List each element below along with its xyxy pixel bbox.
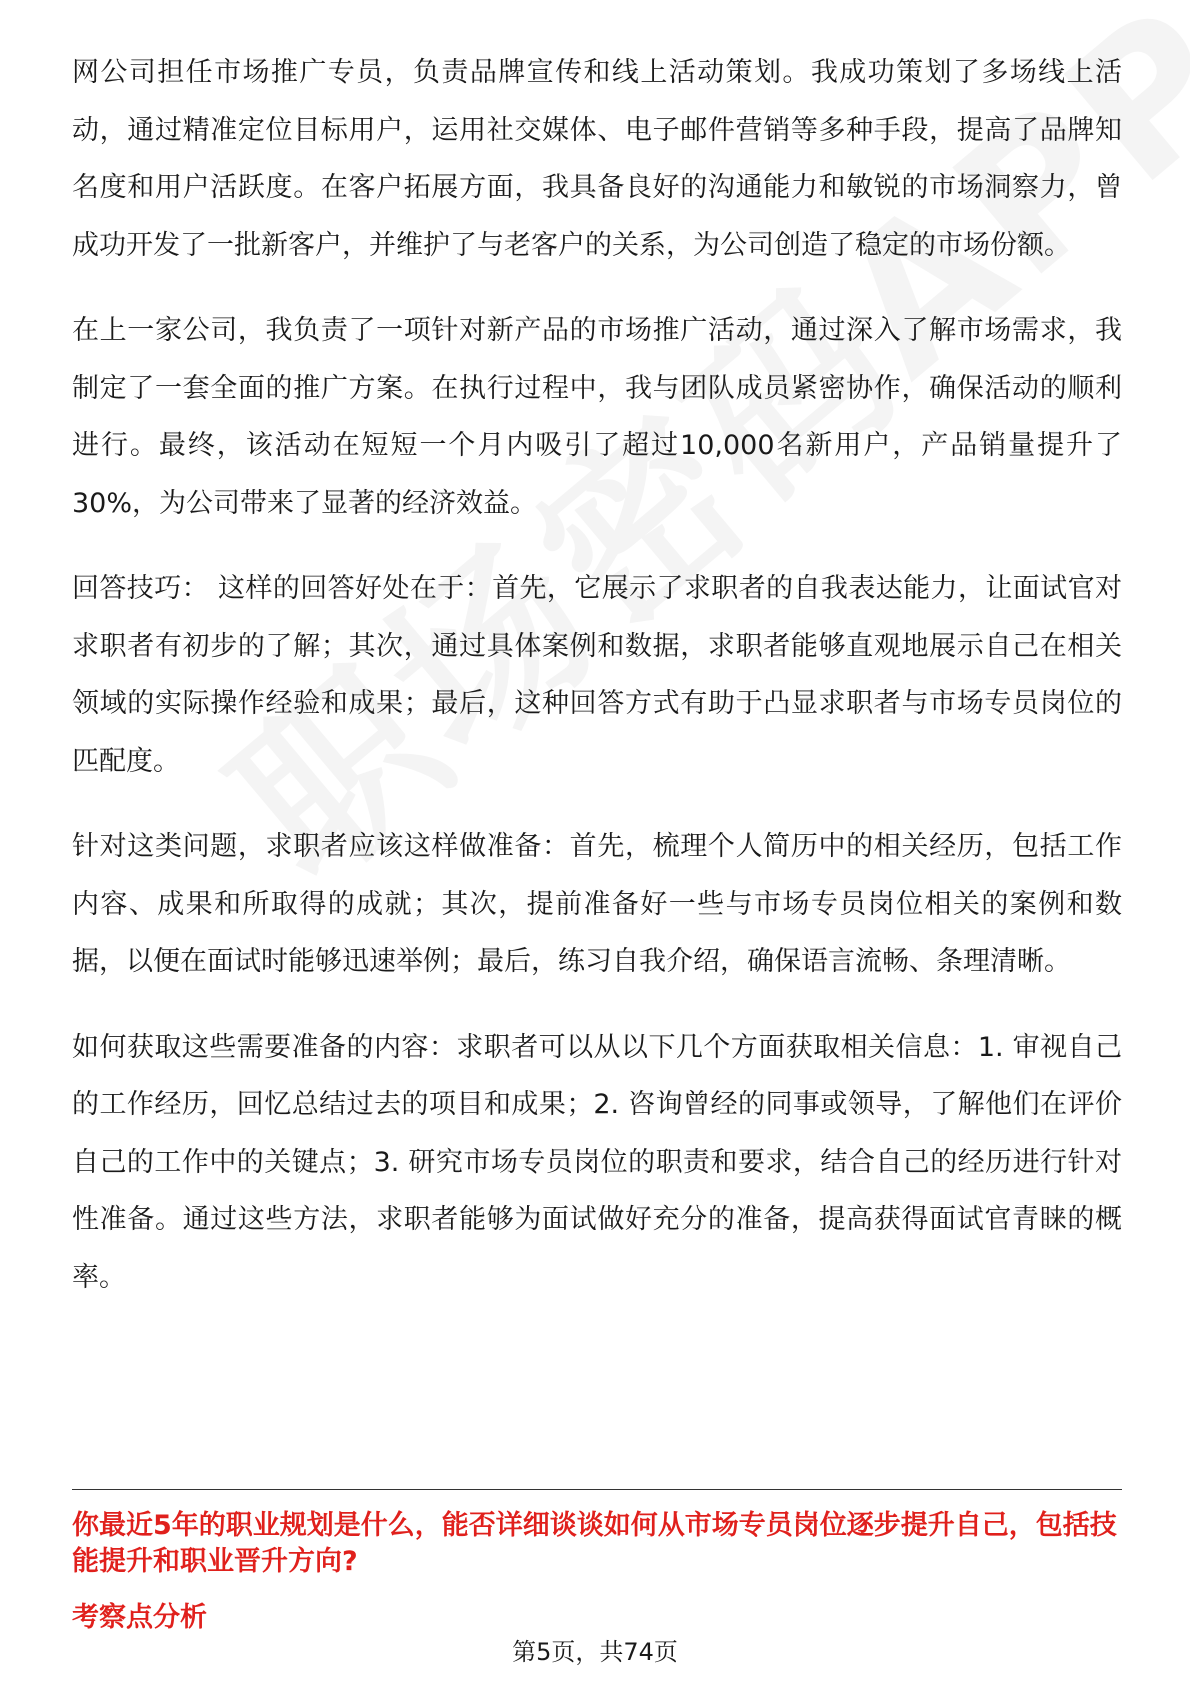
paragraph-project-example: 在上一家公司，我负责了一项针对新产品的市场推广活动，通过深入了解市场需求，我制定了一套全面的推广方案。在执行过程中，我与团队成员紧密协作，确保活动的顺利进行。最终，该活动在短短一个月内吸引了超过10,000名新用户，产品销量提升了30%，为公司带来了显著的经济效益。 bbox=[72, 315, 1122, 519]
paragraph-answer-tips: 回答技巧： 这样的回答好处在于：首先，它展示了求职者的自我表达能力，让面试官对求职者有初步的了解；其次，通过具体案例和数据，求职者能够直观地展示自己在相关领域的实际操作经验和成果；最后，这种回答方式有助于凸显求职者与市场专员岗位的匹配度。 bbox=[72, 573, 1122, 777]
section-divider bbox=[72, 1489, 1122, 1490]
paragraph-how-to-obtain: 如何获取这些需要准备的内容：求职者可以从以下几个方面获取相关信息：1. 审视自己的工作经历，回忆总结过去的项目和成果；2. 咨询曾经的同事或领导，了解他们在评价自己的工作中的关键点；3. 研究市场专员岗位的职责和要求，结合自己的经历进行针对性准备。通过这些方法，求职者能够为面试做好充分的准备，提高获得面试官青睐的概率。 bbox=[72, 1031, 1122, 1293]
section-heading: 考察点分析 bbox=[72, 1602, 207, 1633]
page-number: 第5页，共74页 bbox=[512, 1638, 678, 1666]
interview-question: 你最近5年的职业规划是什么，能否详细谈谈如何从市场专员岗位逐步提升自己，包括技能提升和职业晋升方向? bbox=[72, 1510, 1117, 1577]
paragraph-preparation: 针对这类问题，求职者应该这样做准备：首先，梳理个人简历中的相关经历，包括工作内容、成果和所取得的成就；其次，提前准备好一些与市场专员岗位相关的案例和数据，以便在面试时能够迅速举例；最后，练习自我介绍，确保语言流畅、条理清晰。 bbox=[72, 831, 1122, 977]
paragraph-experience-intro: 网公司担任市场推广专员，负责品牌宣传和线上活动策划。我成功策划了多场线上活动，通过精准定位目标用户，运用社交媒体、电子邮件营销等多种手段，提高了品牌知名度和用户活跃度。在客户拓展方面，我具备良好的沟通能力和敏锐的市场洞察力，曾成功开发了一批新客户，并维护了与老客户的关系，为公司创造了稳定的市场份额。 bbox=[72, 57, 1122, 261]
document-body bbox=[72, 44, 1122, 1334]
